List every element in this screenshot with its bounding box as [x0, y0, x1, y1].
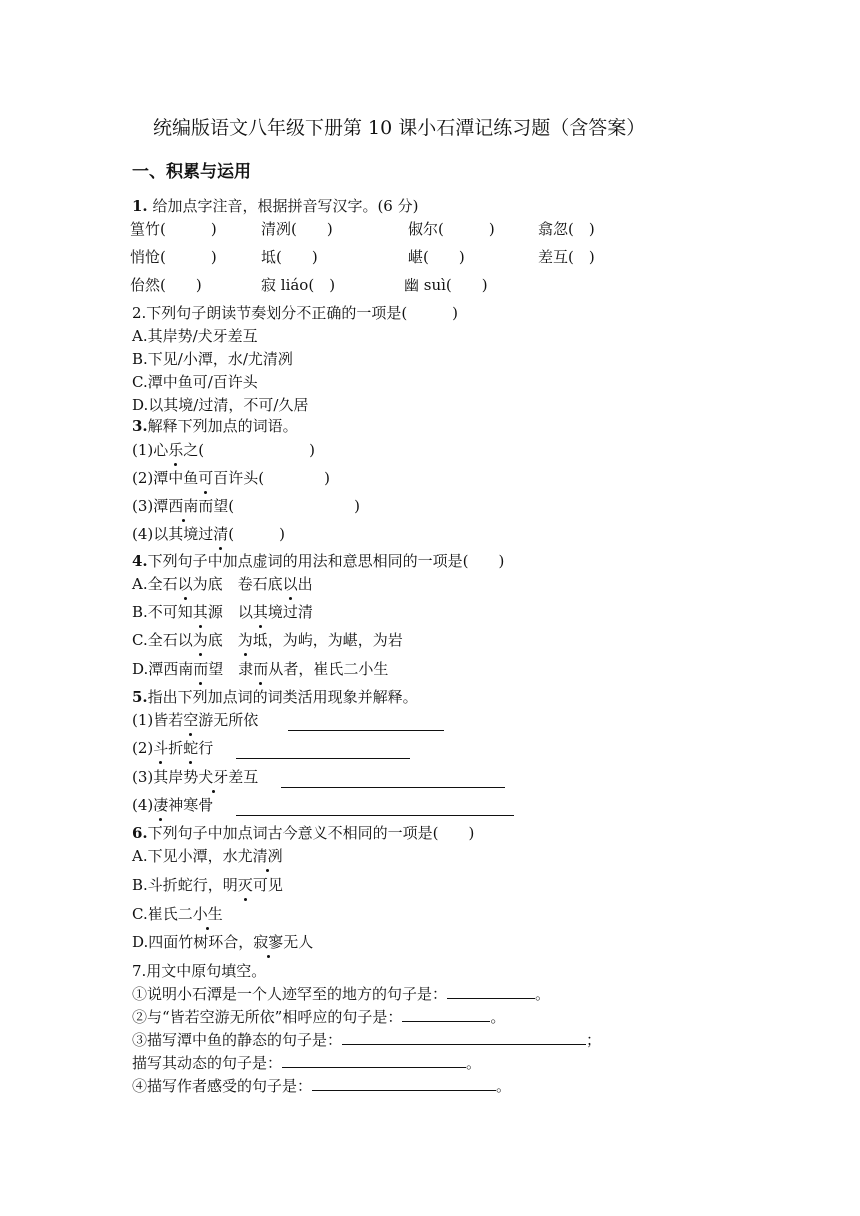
q7-line: 描写其动态的句子是： 。: [132, 1054, 482, 1072]
q2-stem: 2.下列句子朗读节奏划分不正确的一项是( ): [132, 304, 459, 322]
q1-item: 幽 suì( ): [404, 276, 488, 294]
q7-stem: 7.用文中原句填空。: [132, 962, 267, 980]
q6-option: A.下见小潭，水尤清冽: [132, 847, 283, 865]
q1-item: 清冽( ): [261, 220, 333, 238]
q4-option: D.潭西南而望 隶而从者，崔氏二小生: [132, 660, 389, 678]
q1-item: 寂 liáo( ): [261, 276, 336, 294]
q4-stem: 4.下列句子中加点虚词的用法和意思相同的一项是( ): [132, 552, 505, 570]
answer-blank[interactable]: [281, 773, 505, 788]
q4-option: C.全石以为底 为坻，为屿，为嵁，为岩: [132, 631, 403, 649]
q3-item: (1)心乐之( ): [132, 441, 315, 459]
section-heading: 一、积累与运用: [132, 162, 251, 182]
q5-item: (1)皆若空游无所依: [132, 711, 259, 729]
q1-item: 差互( ): [538, 248, 595, 266]
answer-blank[interactable]: [236, 801, 514, 816]
q5-item: (2)斗折蛇行: [132, 739, 214, 757]
q3-item: (4)以其境过清( ): [132, 525, 285, 543]
q4-option: B.不可知其源 以其境过清: [132, 603, 313, 621]
q6-option: B.斗折蛇行，明灭可见: [132, 876, 283, 894]
q1-stem: 1. 给加点字注音，根据拼音写汉字。(6 分): [132, 197, 419, 215]
q3-item: (3)潭西南而望( ): [132, 497, 360, 515]
page-title: 统编版语文八年级下册第 10 课小石潭记练习题（含答案）: [153, 117, 646, 139]
q6-option: C.崔氏二小生: [132, 905, 223, 923]
q7-line: ①说明小石潭是一个人迹罕至的地方的句子是： 。: [132, 985, 551, 1003]
q1-item: 翕忽( ): [538, 220, 595, 238]
q1-item: 坻( ): [261, 248, 318, 266]
answer-blank[interactable]: [447, 984, 535, 999]
q1-item: 佁然( ): [130, 276, 202, 294]
q1-item: 嵁( ): [408, 248, 465, 266]
answer-blank[interactable]: [288, 716, 444, 731]
q1-item: 悄怆( ): [130, 248, 217, 266]
q7-line: ③描写潭中鱼的静态的句子是： ；: [132, 1031, 602, 1049]
q6-option: D.四面竹树环合，寂寥无人: [132, 933, 314, 951]
q5-stem: 5.指出下列加点词的词类活用现象并解释。: [132, 688, 418, 706]
answer-blank[interactable]: [312, 1076, 496, 1091]
q3-item: (2)潭中鱼可百许头( ): [132, 469, 330, 487]
q2-option: B.下见/小潭，水/尤清冽: [132, 350, 293, 368]
q1-item: 篁竹( ): [130, 220, 217, 238]
q5-item: (4)凄神寒骨: [132, 796, 214, 814]
q7-line: ④描写作者感受的句子是： 。: [132, 1077, 512, 1095]
q5-item: (3)其岸势犬牙差互: [132, 768, 259, 786]
q4-option: A.全石以为底 卷石底以出: [132, 575, 313, 593]
answer-blank[interactable]: [402, 1007, 490, 1022]
answer-blank[interactable]: [236, 744, 410, 759]
q2-option: A.其岸势/犬牙差互: [132, 327, 258, 345]
answer-blank[interactable]: [282, 1053, 466, 1068]
q3-stem: 3.解释下列加点的词语。: [132, 417, 298, 435]
q2-option: C.潭中鱼可/百许头: [132, 373, 258, 391]
answer-blank[interactable]: [342, 1030, 586, 1045]
q1-item: 俶尔( ): [408, 220, 495, 238]
q2-option: D.以其境/过清，不可/久居: [132, 396, 309, 414]
q7-line: ②与“皆若空游无所依”相呼应的句子是： 。: [132, 1008, 506, 1026]
q6-stem: 6.下列句子中加点词古今意义不相同的一项是( ): [132, 824, 475, 842]
